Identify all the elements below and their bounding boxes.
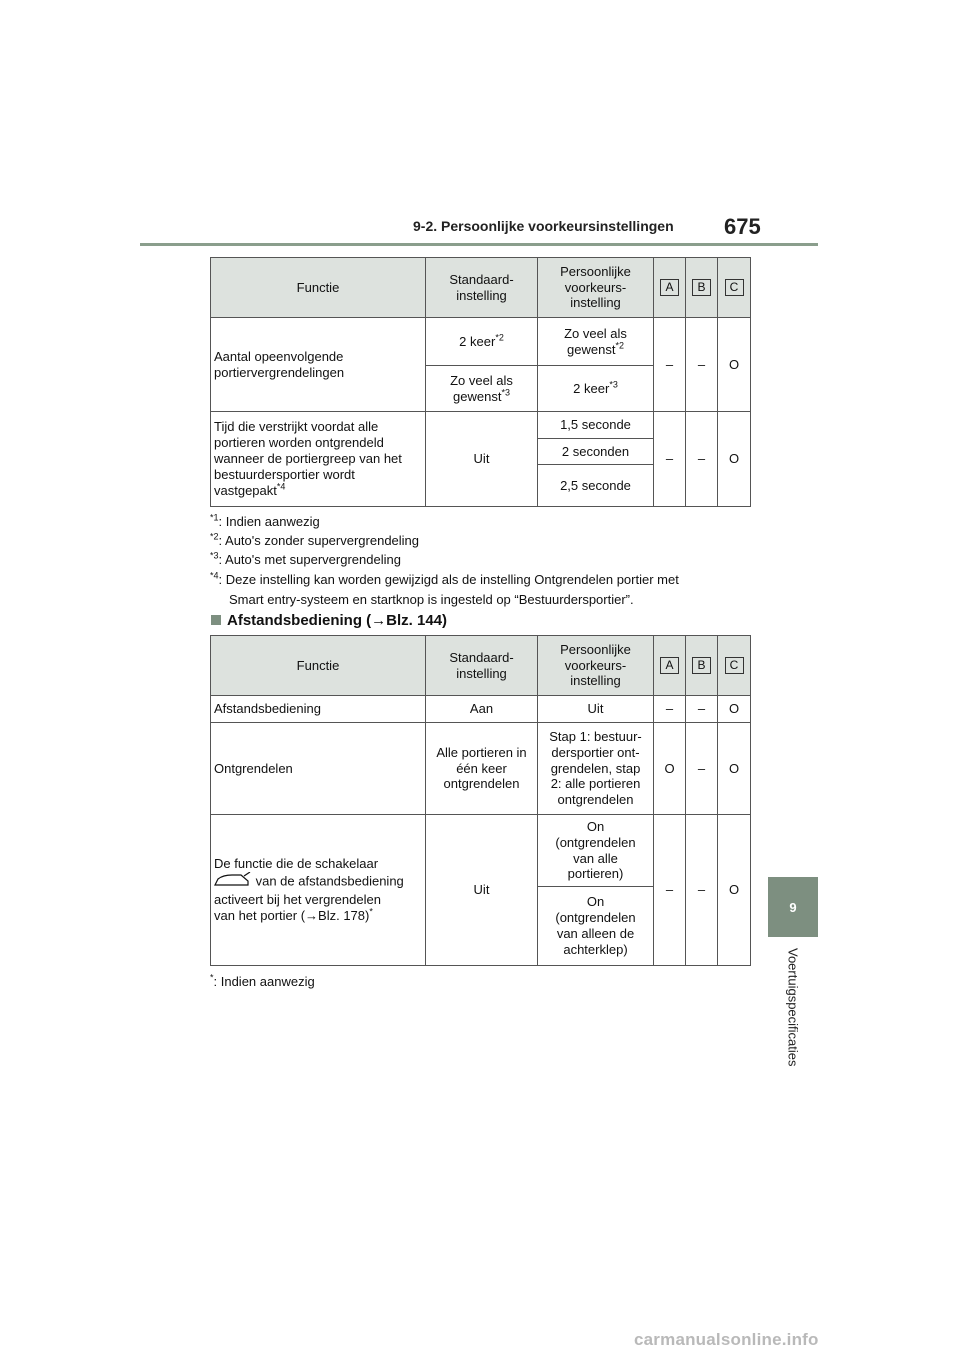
chapter-label: Voertuigspecificaties	[785, 948, 801, 1067]
header-default: Standaard- instelling	[426, 636, 538, 696]
trunk-open-car-icon	[214, 872, 252, 892]
page-number: 675	[724, 214, 761, 239]
table-row	[211, 723, 751, 815]
page-reference-link[interactable]: Blz. 178)	[318, 907, 370, 923]
custom-cell: Stap 1: bestuur- dersportier ont- grendelen, stap 2: alle portieren ontgrendelen	[538, 723, 654, 815]
col-a-cell: O	[654, 723, 686, 815]
footnote: $^{*3}$: Auto's met supervergrendeling	[210, 550, 401, 567]
function-cell: Afstandsbediening	[211, 696, 426, 723]
footnote: *: Indien aanwezig	[210, 972, 315, 989]
col-b-cell: –	[686, 723, 718, 815]
col-c-cell: O	[718, 696, 751, 723]
footnote: $^{*1}$: Indien aanwezig	[210, 512, 320, 529]
col-a-cell: –	[654, 696, 686, 723]
custom-cell: 2 keer$^{*3}$	[538, 366, 654, 412]
table-row	[211, 412, 751, 439]
col-b-cell: –	[686, 815, 718, 966]
col-c-cell: O	[718, 412, 751, 507]
table-row	[211, 696, 751, 723]
header-default: Standaard- instelling	[426, 258, 538, 318]
header-a: A	[654, 636, 686, 696]
footnote: $^{*4}$: Deze instelling kan worden gewijzigd als de instelling Ontgrendelen portier met	[210, 570, 679, 587]
custom-cell: On (ontgrendelen van alleen de achterklep)	[538, 887, 654, 966]
settings-table-2	[210, 635, 751, 966]
custom-cell: Zo veel als gewenst$^{*2}$	[538, 318, 654, 366]
table-row	[211, 318, 751, 366]
col-c-cell: O	[718, 318, 751, 412]
custom-cell: On (ontgrendelen van alle portieren)	[538, 815, 654, 887]
header-divider	[140, 243, 818, 246]
function-cell: Ontgrendelen	[211, 723, 426, 815]
settings-table-1	[210, 257, 751, 507]
default-cell: Zo veel als gewenst$^{*3}$	[426, 366, 538, 412]
header-c: C	[718, 636, 751, 696]
col-b-cell: –	[686, 412, 718, 507]
table-header-row	[211, 636, 751, 696]
header-c: C	[718, 258, 751, 318]
custom-cell: Uit	[538, 696, 654, 723]
header-a: A	[654, 258, 686, 318]
default-cell: Uit	[426, 412, 538, 507]
watermark: carmanualsonline.info	[634, 1330, 819, 1349]
function-cell: Aantal opeenvolgende portiervergrendelingen	[211, 318, 426, 412]
section-heading: Afstandsbediening (→Blz. 144)	[211, 612, 447, 629]
header-custom: Persoonlijke voorkeurs- instelling	[538, 258, 654, 318]
arrow-icon: →	[371, 612, 387, 629]
col-c-cell: O	[718, 815, 751, 966]
custom-cell: 1,5 seconde	[538, 412, 654, 439]
col-a-cell: –	[654, 412, 686, 507]
function-cell: Tijd die verstrijkt voordat alle portieren worden ontgrendeld wanneer de portiergreep van het bestuurdersportier wordt vastgepakt$^{*4}$	[211, 412, 426, 507]
footnote-continuation: Smart entry-systeem en startknop is ingesteld op “Bestuurdersportier”.	[229, 592, 634, 607]
col-a-cell: –	[654, 318, 686, 412]
arrow-icon: →	[305, 907, 319, 923]
default-cell: 2 keer$^{*2}$	[426, 318, 538, 366]
header-b: B	[686, 258, 718, 318]
page-reference-link[interactable]: Blz. 144)	[386, 612, 448, 629]
col-b-cell: –	[686, 318, 718, 412]
col-b-cell: –	[686, 696, 718, 723]
table-row	[211, 815, 751, 887]
custom-cell: 2,5 seconde	[538, 465, 654, 507]
default-cell: Aan	[426, 696, 538, 723]
function-cell: De functie die de schakelaar van de afstandsbediening activeert bij het vergrendelen van het portier (→Blz. 178)*	[211, 815, 426, 966]
table-header-row	[211, 258, 751, 318]
bullet-square-icon	[211, 615, 221, 625]
section-title: 9-2. Persoonlijke voorkeursinstellingen	[413, 218, 674, 234]
header-custom: Persoonlijke voorkeurs- instelling	[538, 636, 654, 696]
default-cell: Alle portieren in één keer ontgrendelen	[426, 723, 538, 815]
default-cell: Uit	[426, 815, 538, 966]
header-b: B	[686, 636, 718, 696]
col-a-cell: –	[654, 815, 686, 966]
custom-cell: 2 seconden	[538, 439, 654, 465]
chapter-tab: 9	[768, 877, 818, 937]
header-function: Functie	[211, 636, 426, 696]
footnote: $^{*2}$: Auto's zonder supervergrendeling	[210, 531, 420, 548]
header-function: Functie	[211, 258, 426, 318]
col-c-cell: O	[718, 723, 751, 815]
